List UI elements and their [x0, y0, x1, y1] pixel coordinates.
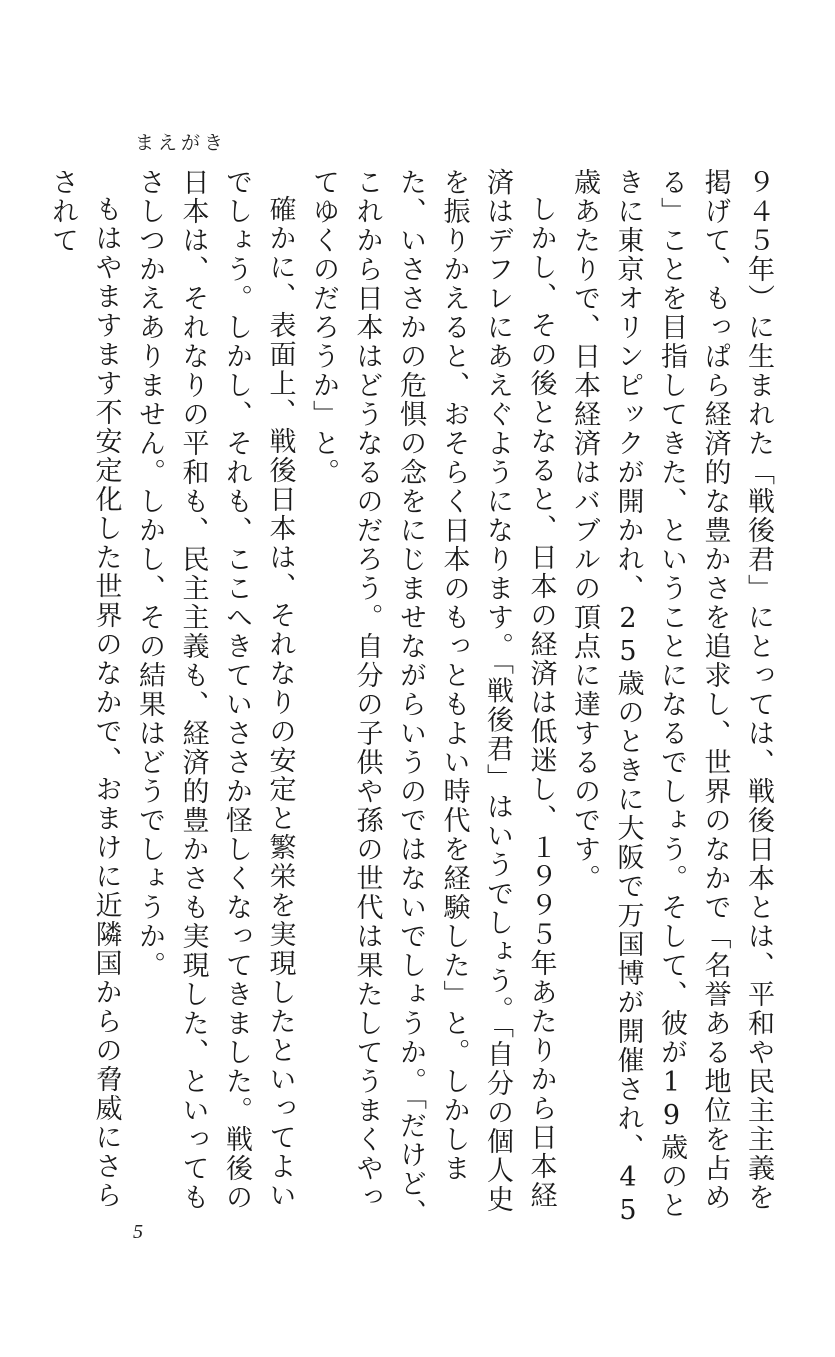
- body-text: [47, 168, 780, 1228]
- paragraph: もはやますます不安定化した世界のなかで、おまけに近隣国からの脅威にさらされて: [47, 168, 122, 1210]
- paragraph: ９４５年）に生まれた「戦後君」にとっては、戦後日本とは、平和や民主主義を掲げて、もっぱら経済的な豊かさを追求し、世界のなかで「名誉ある地位を占める」ことを目指してきた、ということになるでしょう。そして、彼が19歳のときに東京オリンピックが開かれ、25歳のときに大阪で万国博が開催され、45歳あたりで、日本経済はバブルの頂点に達するのです。: [569, 168, 774, 1228]
- running-head: まえがき: [135, 132, 228, 154]
- paragraph: しかし、その後となると、日本の経済は低迷し、１９９５年あたりから日本経済はデフレにあえぐようになります。「戦後君」はいうでしょう。「自分の個人史を振りかえると、おそらく日本のもっともよい時代を経験した」と。しかしまた、いささかの危惧の念をにじませながらいうのではないでしょうか。「だけど、これから日本はどうなるのだろう。自分の子供や孫の世代は果たしてうまくやってゆくのだろうか」と。: [308, 168, 557, 1228]
- page-number: 5: [133, 1221, 143, 1243]
- paragraph: 確かに、表面上、戦後日本は、それなりの安定と繁栄を実現したといってよいでしょう。しかし、それも、ここへきていささか怪しくなってきました。戦後の日本は、それなりの平和も、民主主義も、経済的豊かさも実現した、といってもさしつかえありません。しかし、その結果はどうでしょうか。: [134, 168, 296, 1212]
